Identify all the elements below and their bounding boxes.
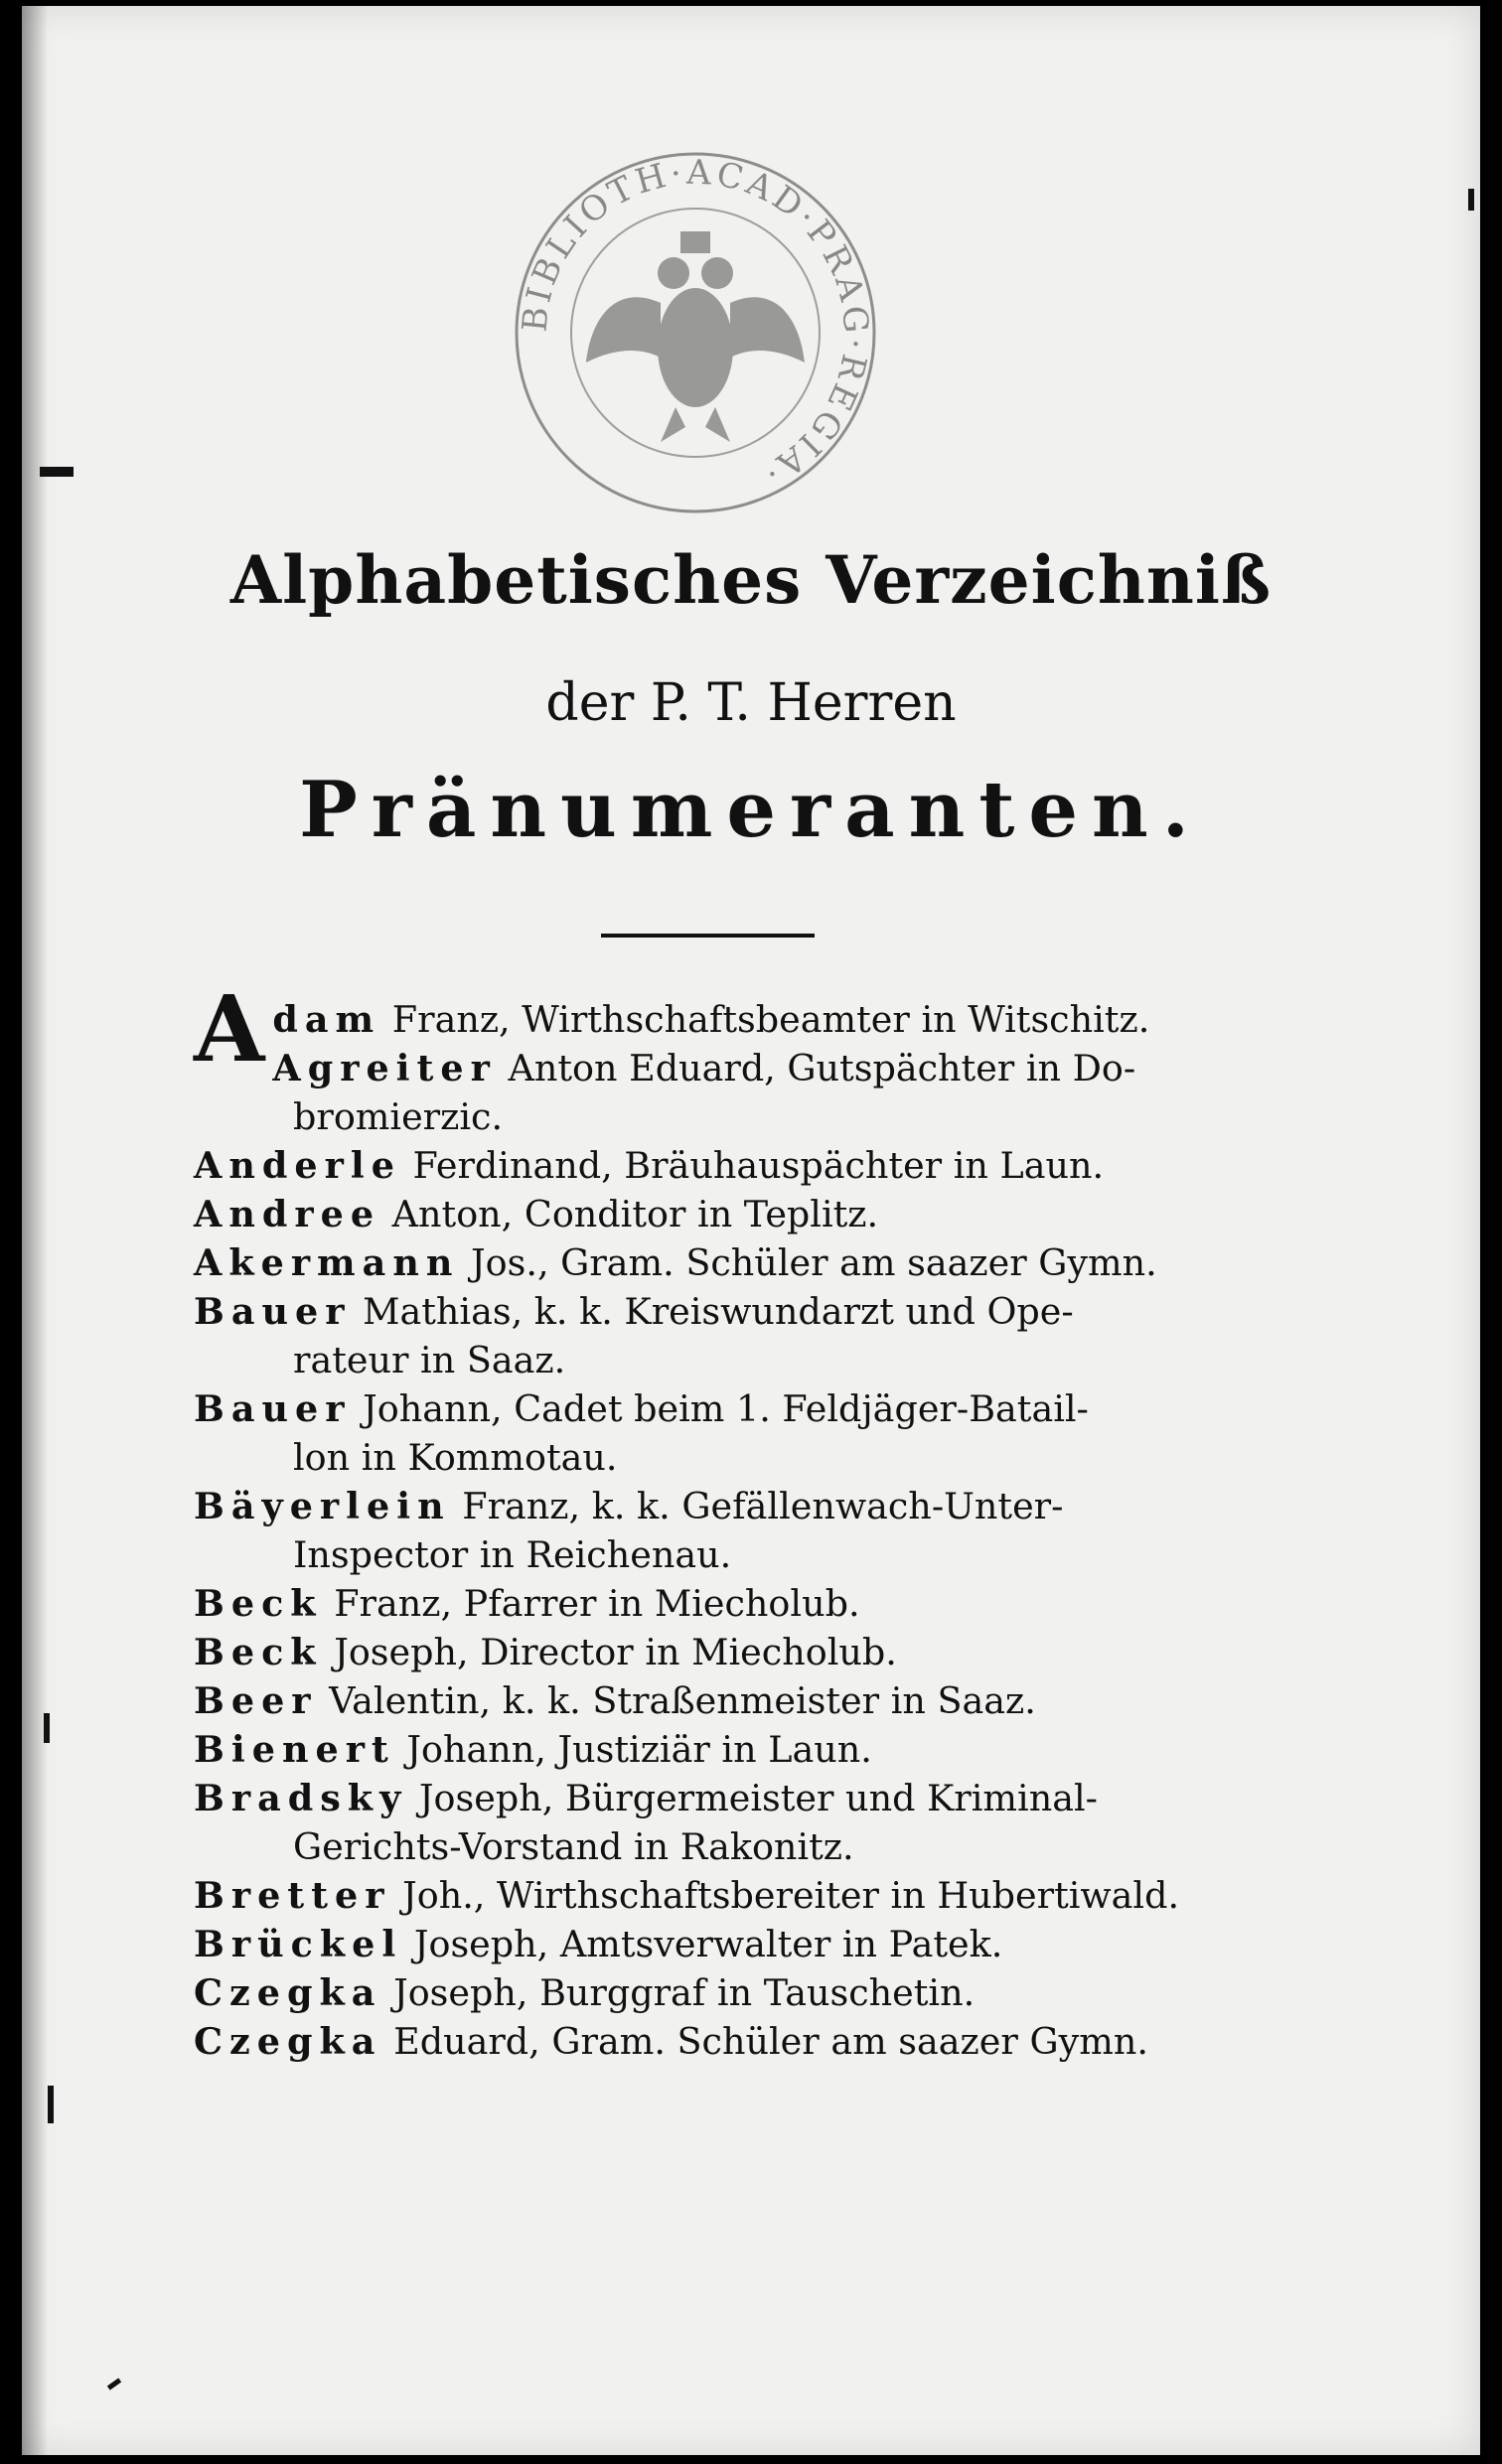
margin-mark [40,467,74,477]
list-item [194,1920,1247,1968]
entry-surname: dam [272,998,381,1041]
entry-surname: Bienert [194,1728,395,1771]
list-item [194,1871,1247,1920]
margin-mark [48,2086,54,2123]
entry-text: Johann, Justiziär in Laun. [394,1728,872,1771]
entry-surname: Andree [194,1193,381,1235]
list-item [194,1579,1247,1628]
entry-surname: Bauer [194,1290,352,1333]
entry-surname: Bauer [194,1387,352,1430]
entry-continuation: bromierzic. [293,1095,504,1138]
entry-text: Mathias, k. k. Kreiswundarzt und Ope- [351,1290,1074,1333]
entry-continuation: rateur in Saaz. [293,1339,566,1381]
section-divider [601,934,815,938]
stamp-ring-text: BIBLIOTH·ACAD·PRAG·REGIA· [515,152,876,496]
entry-surname: Agreiter [272,1047,497,1089]
page-heading-main: Pränumeranten. [299,765,1203,855]
entry-surname: Bradsky [194,1777,408,1819]
entry-text: Franz, k. k. Gefällenwach-Unter- [450,1485,1064,1527]
list-item [194,1725,1247,1774]
entry-text: Johann, Cadet beim 1. Feldjäger-Batail- [351,1387,1089,1430]
entry-text: Anton Eduard, Gutspächter in Do- [496,1047,1136,1089]
list-item [194,1287,1247,1384]
subscriber-list [194,975,1247,2066]
entry-text: Joh., Wirthschaftsbereiter in Hubertiwald. [390,1874,1180,1917]
list-item [194,1774,1247,1871]
entry-surname: Beck [194,1631,323,1673]
margin-mark [44,1713,50,1743]
entry-surname: Anderle [194,1144,401,1187]
list-item [194,2017,1247,2066]
entry-surname: Bäyerlein [194,1485,451,1527]
list-item [194,1141,1247,1190]
entry-surname: Beer [194,1679,318,1722]
list-item [194,1190,1247,1238]
library-stamp [497,134,894,531]
list-item [194,1384,1247,1482]
drop-cap: A [194,975,265,1083]
entry-text: Anton, Conditor in Teplitz. [380,1193,879,1235]
list-item [194,1676,1247,1725]
entry-text: Joseph, Amtsverwalter in Patek. [402,1923,1003,1965]
entry-surname: Czegka [194,1971,382,2014]
entry-text: Joseph, Director in Miecholub. [322,1631,897,1673]
entry-continuation: Gerichts-Vorstand in Rakonitz. [293,1825,854,1868]
entry-text: Franz, Pfarrer in Miecholub. [322,1582,860,1625]
entry-text: Eduard, Gram. Schüler am saazer Gymn. [381,2020,1148,2063]
entry-continuation: lon in Kommotau. [293,1436,618,1479]
list-item [194,1238,1247,1287]
entry-text: Valentin, k. k. Straßenmeister in Saaz. [317,1679,1036,1722]
list-item [194,1482,1247,1579]
entry-surname: Czegka [194,2020,382,2063]
entry-text: Franz, Wirthschaftsbeamter in Witschitz. [380,998,1150,1041]
page-subtitle: der P. T. Herren [545,673,957,733]
entry-surname: Brückel [194,1923,403,1965]
entry-text: Ferdinand, Bräuhauspächter in Laun. [400,1144,1105,1187]
entry-text: Joseph, Bürgermeister und Kriminal- [407,1777,1098,1819]
list-item [194,1628,1247,1676]
entry-surname: Akermann [194,1241,460,1284]
page-title: Alphabetisches Verzeichniß [229,541,1273,619]
entry-text: Joseph, Burggraf in Tauschetin. [381,1971,976,2014]
list-item [194,1044,1247,1141]
list-item [194,1968,1247,2017]
margin-mark [1468,189,1474,211]
entry-continuation: Inspector in Reichenau. [293,1533,732,1576]
entry-surname: Beck [194,1582,323,1625]
page-edge-shadow [22,6,48,2455]
stamp-seal-graphic [497,134,894,531]
entry-surname: Bretter [194,1874,391,1917]
entry-text: Jos., Gram. Schüler am saazer Gymn. [459,1241,1157,1284]
